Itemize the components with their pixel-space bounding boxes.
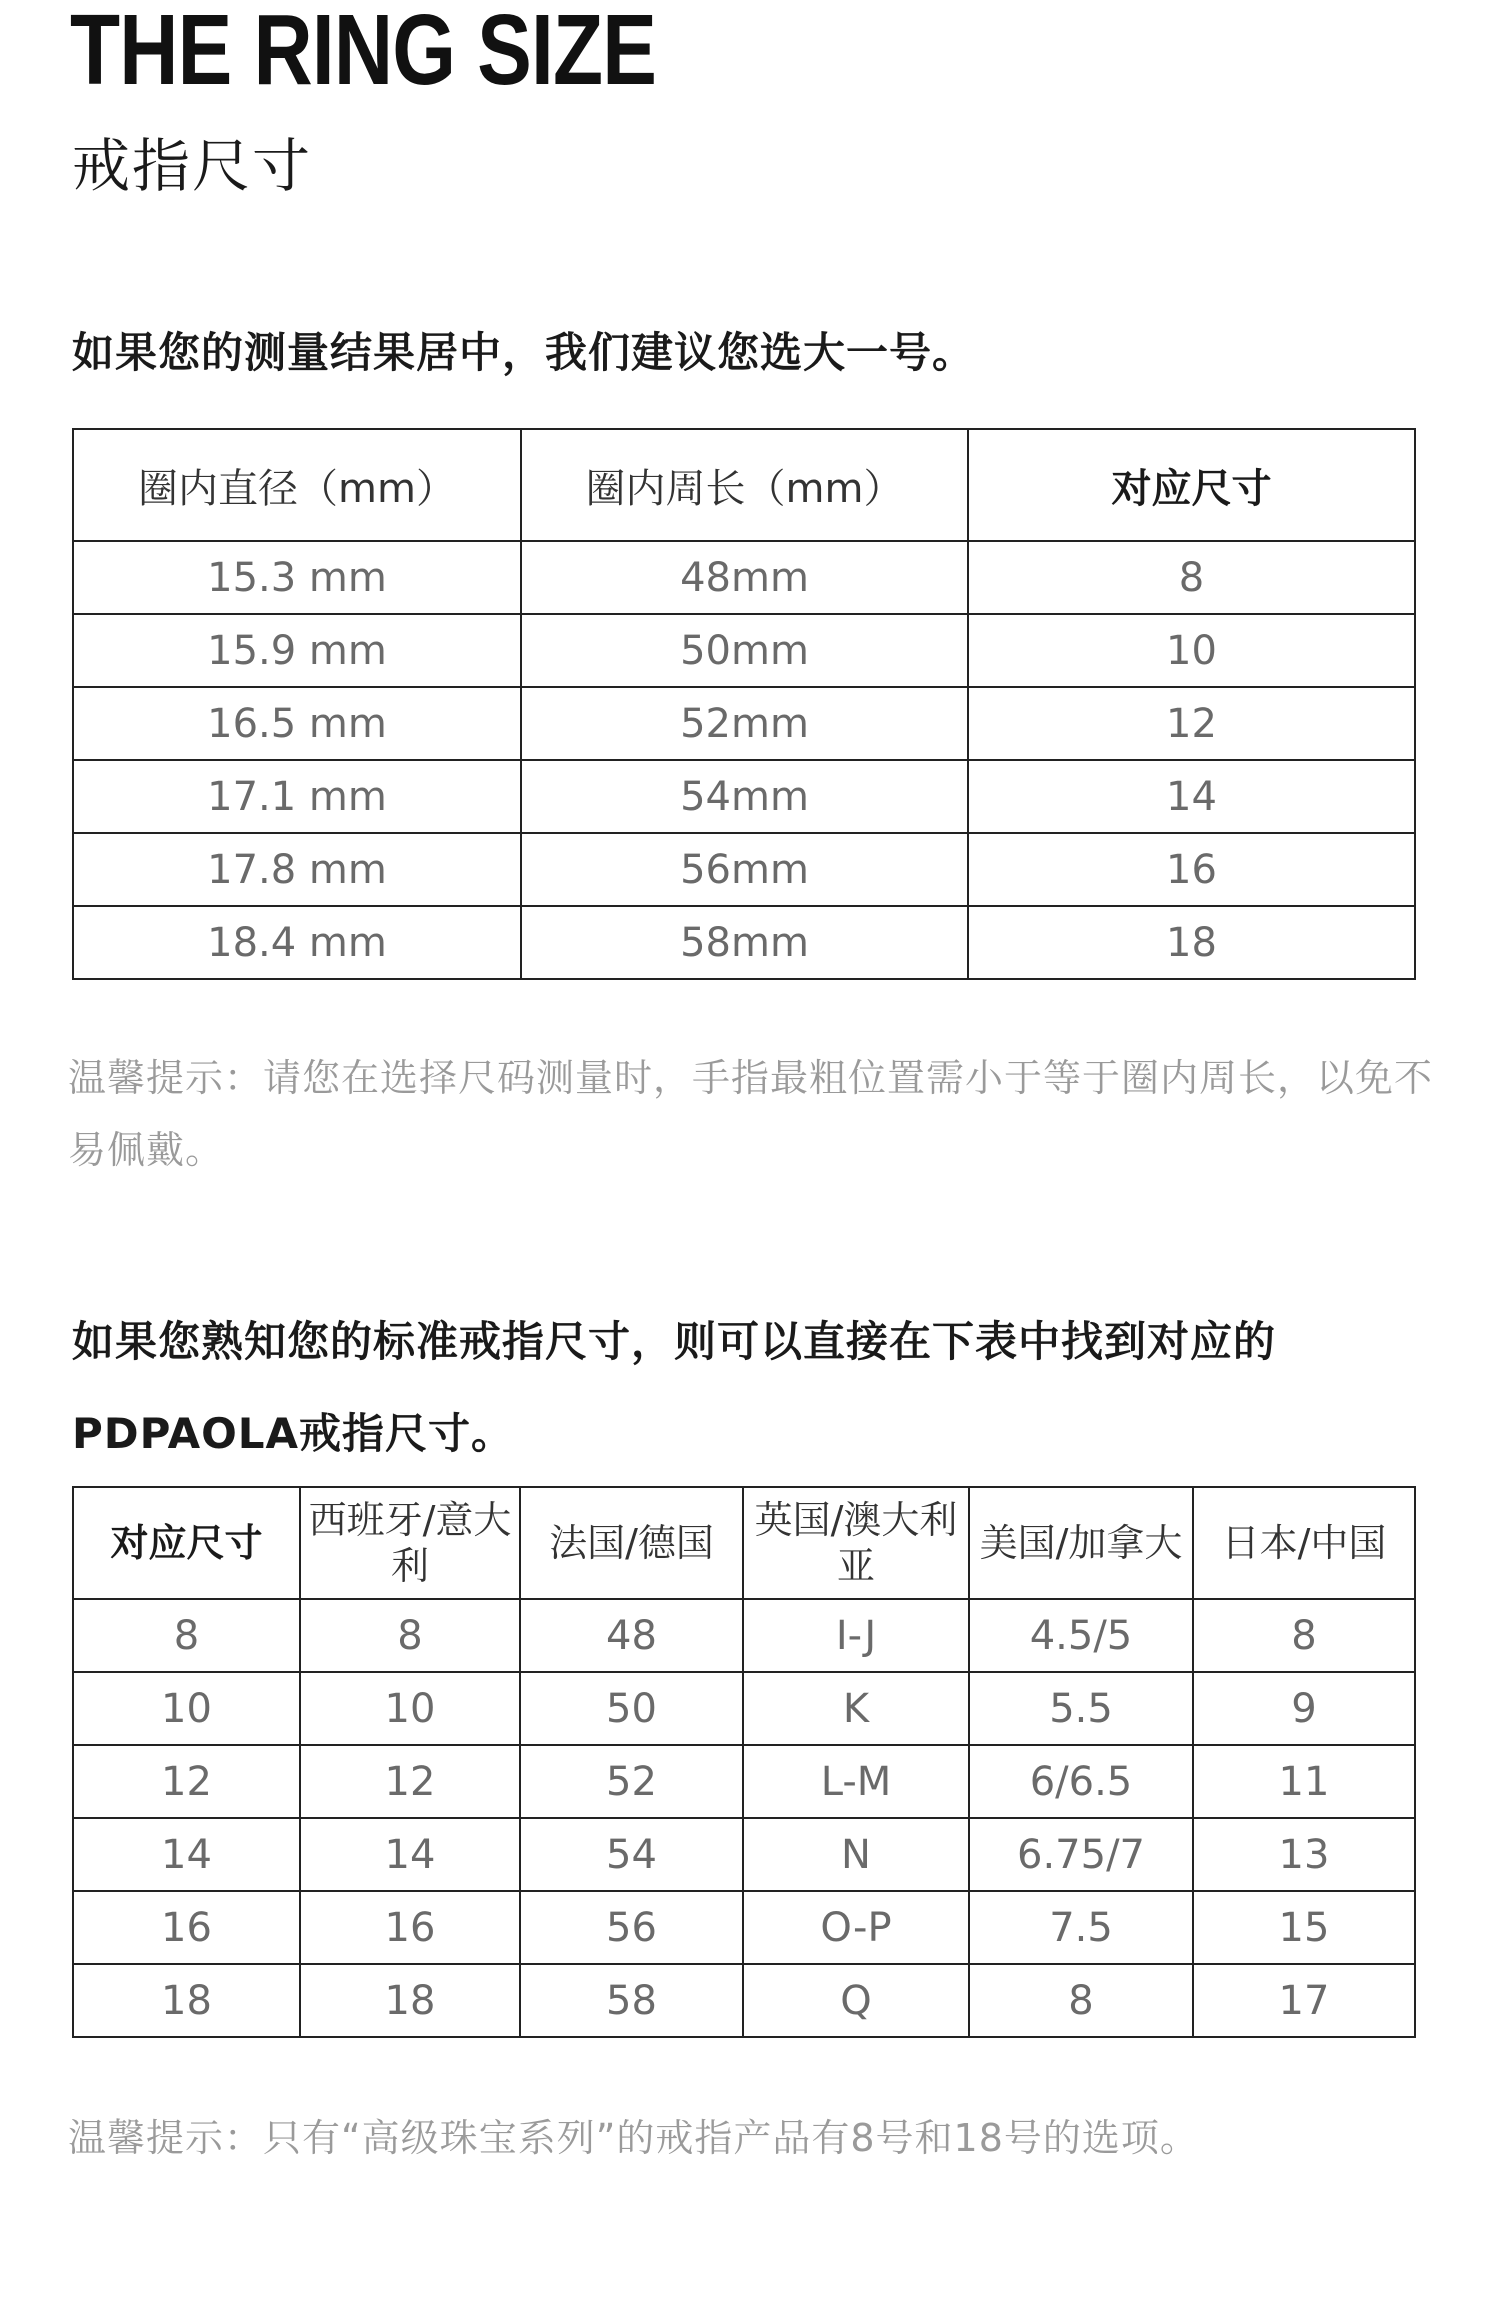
table-row (73, 833, 1415, 906)
table-cell: 14 (73, 1818, 300, 1891)
table-cell: 10 (300, 1672, 520, 1745)
table-cell: 12 (968, 687, 1415, 760)
measurement-tip: 温馨提示：请您在选择尺码测量时，手指最粗位置需小于等于圈内周长，以免不易佩戴。 (68, 1056, 1434, 1172)
table-cell: N (743, 1818, 969, 1891)
table-cell: 10 (968, 614, 1415, 687)
table-cell: 6.75/7 (969, 1818, 1193, 1891)
table-cell: 8 (1193, 1599, 1415, 1672)
table-cell: 12 (300, 1745, 520, 1818)
table-cell: 16.5 mm (73, 687, 521, 760)
table-cell: 14 (968, 760, 1415, 833)
table-cell: 16 (968, 833, 1415, 906)
table-cell: 50mm (521, 614, 968, 687)
table-cell: 18 (968, 906, 1415, 979)
table-cell: 52mm (521, 687, 968, 760)
table-cell: 15.9 mm (73, 614, 521, 687)
table-cell: 9 (1193, 1672, 1415, 1745)
table-cell: 16 (300, 1891, 520, 1964)
table-row (73, 541, 1415, 614)
table-cell: 4.5/5 (969, 1599, 1193, 1672)
table-cell: 52 (520, 1745, 743, 1818)
table-cell: 15 (1193, 1891, 1415, 1964)
table-cell: 17 (1193, 1964, 1415, 2037)
table-cell: Q (743, 1964, 969, 2037)
table-header-row (73, 429, 1415, 541)
table-cell: 17.1 mm (73, 760, 521, 833)
table-header-row (73, 1487, 1415, 1599)
table-cell: 16 (73, 1891, 300, 1964)
table-row (73, 1818, 1415, 1891)
product-size-tip: 温馨提示：只有“高级珠宝系列”的戒指产品有8号和18号的选项。 (68, 2116, 1199, 2160)
column-header-japan-china: 日本/中国 (1193, 1487, 1415, 1599)
table-cell: 6/6.5 (969, 1745, 1193, 1818)
table-cell: 58mm (521, 906, 968, 979)
page-title: THE RING SIZE (70, 0, 657, 106)
column-header-inner-diameter: 圈内直径（mm） (73, 429, 521, 541)
column-header-spain-italy: 西班牙/意大利 (300, 1487, 520, 1599)
table-cell: 12 (73, 1745, 300, 1818)
table-cell: 8 (969, 1964, 1193, 2037)
page-subtitle: 戒指尺寸 (72, 132, 313, 200)
table-cell: K (743, 1672, 969, 1745)
table-cell: 15.3 mm (73, 541, 521, 614)
table-cell: 8 (968, 541, 1415, 614)
size-conversion-advice: 如果您熟知您的标准戒指尺寸，则可以直接在下表中找到对应的PDPAOLA戒指尺寸。 (72, 1317, 1277, 1458)
table-row (73, 1599, 1415, 1672)
table-cell: 54mm (521, 760, 968, 833)
table-row (73, 1891, 1415, 1964)
table-cell: 18.4 mm (73, 906, 521, 979)
table-row (73, 1745, 1415, 1818)
measurement-size-table (72, 428, 1416, 980)
column-header-inner-circumference: 圈内周长（mm） (521, 429, 968, 541)
column-header-us-canada: 美国/加拿大 (969, 1487, 1193, 1599)
column-header-france-germany: 法国/德国 (520, 1487, 743, 1599)
size-conversion-table (72, 1486, 1416, 2038)
column-header-corresponding-size: 对应尺寸 (968, 429, 1415, 541)
table-cell: 48mm (521, 541, 968, 614)
table-cell: 8 (73, 1599, 300, 1672)
table-cell: I-J (743, 1599, 969, 1672)
table-cell: 11 (1193, 1745, 1415, 1818)
column-header-corresponding-size: 对应尺寸 (73, 1487, 300, 1599)
table-cell: 7.5 (969, 1891, 1193, 1964)
table-cell: 14 (300, 1818, 520, 1891)
table-cell: 8 (300, 1599, 520, 1672)
table-cell: 10 (73, 1672, 300, 1745)
table-cell: 5.5 (969, 1672, 1193, 1745)
measurement-advice: 如果您的测量结果居中，我们建议您选大一号。 (72, 328, 976, 377)
table-cell: L-M (743, 1745, 969, 1818)
table-row (73, 1964, 1415, 2037)
table-cell: 18 (73, 1964, 300, 2037)
table-row (73, 906, 1415, 979)
table-cell: 56mm (521, 833, 968, 906)
table-row (73, 687, 1415, 760)
table-cell: O-P (743, 1891, 969, 1964)
column-header-uk-australia: 英国/澳大利亚 (743, 1487, 969, 1599)
table-cell: 17.8 mm (73, 833, 521, 906)
table-cell: 48 (520, 1599, 743, 1672)
table-cell: 58 (520, 1964, 743, 2037)
table-cell: 50 (520, 1672, 743, 1745)
table-cell: 56 (520, 1891, 743, 1964)
table-cell: 13 (1193, 1818, 1415, 1891)
table-row (73, 1672, 1415, 1745)
table-cell: 18 (300, 1964, 520, 2037)
table-row (73, 614, 1415, 687)
table-cell: 54 (520, 1818, 743, 1891)
table-row (73, 760, 1415, 833)
